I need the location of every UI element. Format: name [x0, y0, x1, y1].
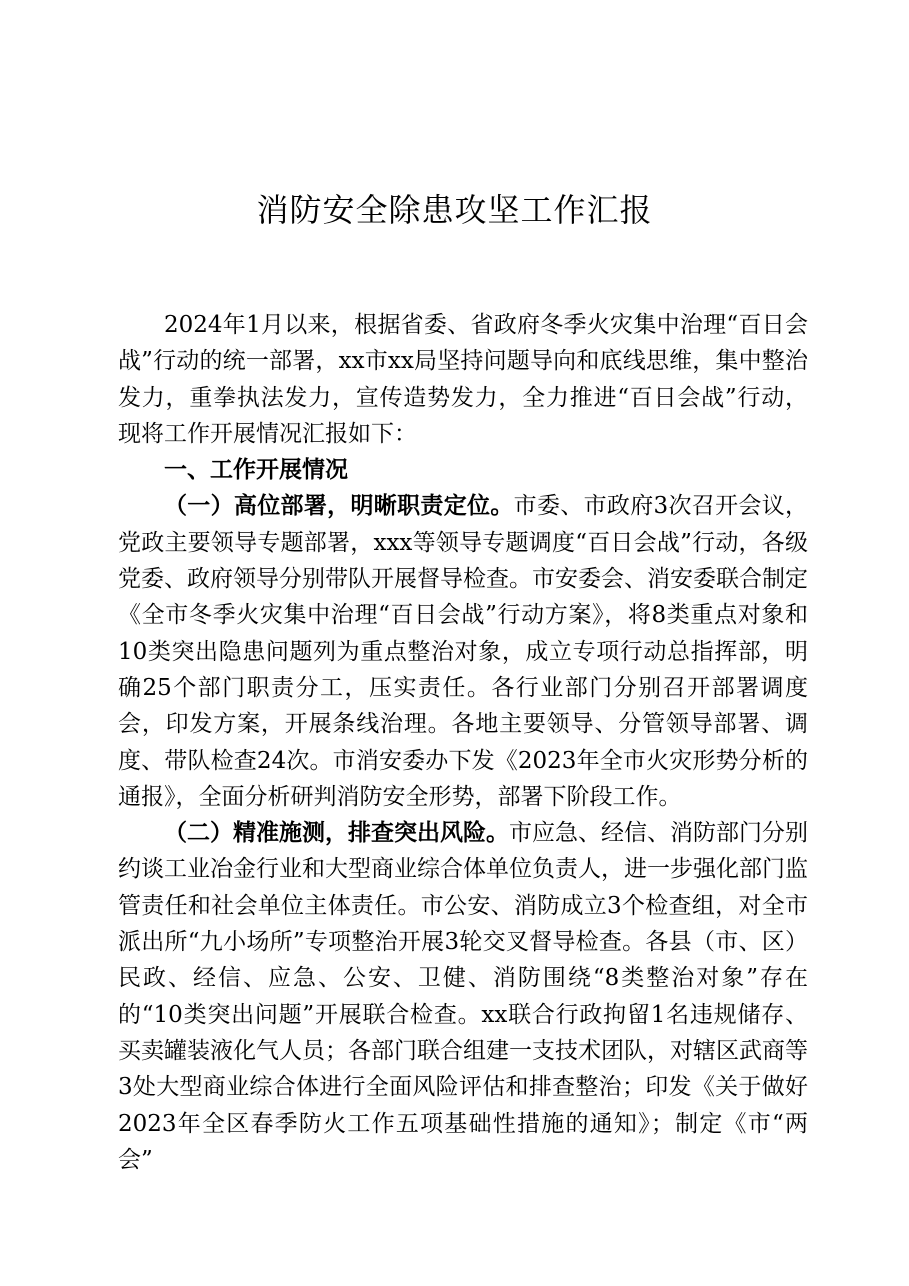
- item-2-lead: （二）精准施测，排查突出风险。: [164, 819, 509, 847]
- item-2-text: 市应急、经信、消防部门分别约谈工业冶金行业和大型商业综合体单位负责人，进一步强化部门监管责任和社会单位主体责任。市公安、消防成立3个检查组，对全市派出所“九小场所”专项整治开展3轮交叉督导检查。各县（市、区）民政、经信、应急、公安、卫健、消防围绕“8类整治对象”存在的“10类突出问题”开展联合检查。xx联合行政拘留1名违规储存、买卖罐装液化气人员；各部门联合组建一支技术团队，对辖区武商等3处大型商业综合体进行全面风险评估和排查整治；印发《关于做好2023年全区春季防火工作五项基础性措施的通知》；制定《市“两会”: [118, 820, 808, 1173]
- item-1-paragraph: [118, 488, 808, 815]
- item-2-paragraph: [118, 815, 808, 1178]
- item-1-text: 市委、市政府3次召开会议，党政主要领导专题部署，xxx等领导专题调度“百日会战”行动，各级党委、政府领导分别带队开展督导检查。市安委会、消安委联合制定《全市冬季火灾集中治理“百日会战”行动方案》，将8类重点对象和10类突出隐患问题列为重点整治对象，成立专项行动总指挥部，明确25个部门职责分工，压实责任。各行业部门分别召开部署调度会，印发方案，开展条线治理。各地主要领导、分管领导部署、调度、带队检查24次。市消安委办下发《2023年全市火灾形势分析的通报》，全面分析研判消防安全形势，部署下阶段工作。: [118, 493, 809, 810]
- document-body: [118, 307, 808, 1178]
- document-title: 消防安全除患攻坚工作汇报: [256, 191, 653, 229]
- intro-paragraph: 2024年1月以来，根据省委、省政府冬季火灾集中治理“百日会战”行动的统一部署，xx市xx局坚持问题导向和底线思维，集中整治发力，重拳执法发力，宣传造势发力，全力推进“百日会战”行动，现将工作开展情况汇报如下：: [118, 312, 808, 447]
- section-heading: 一、工作开展情况: [164, 457, 348, 484]
- item-1-lead: （一）高位部署，明晰职责定位。: [164, 492, 514, 520]
